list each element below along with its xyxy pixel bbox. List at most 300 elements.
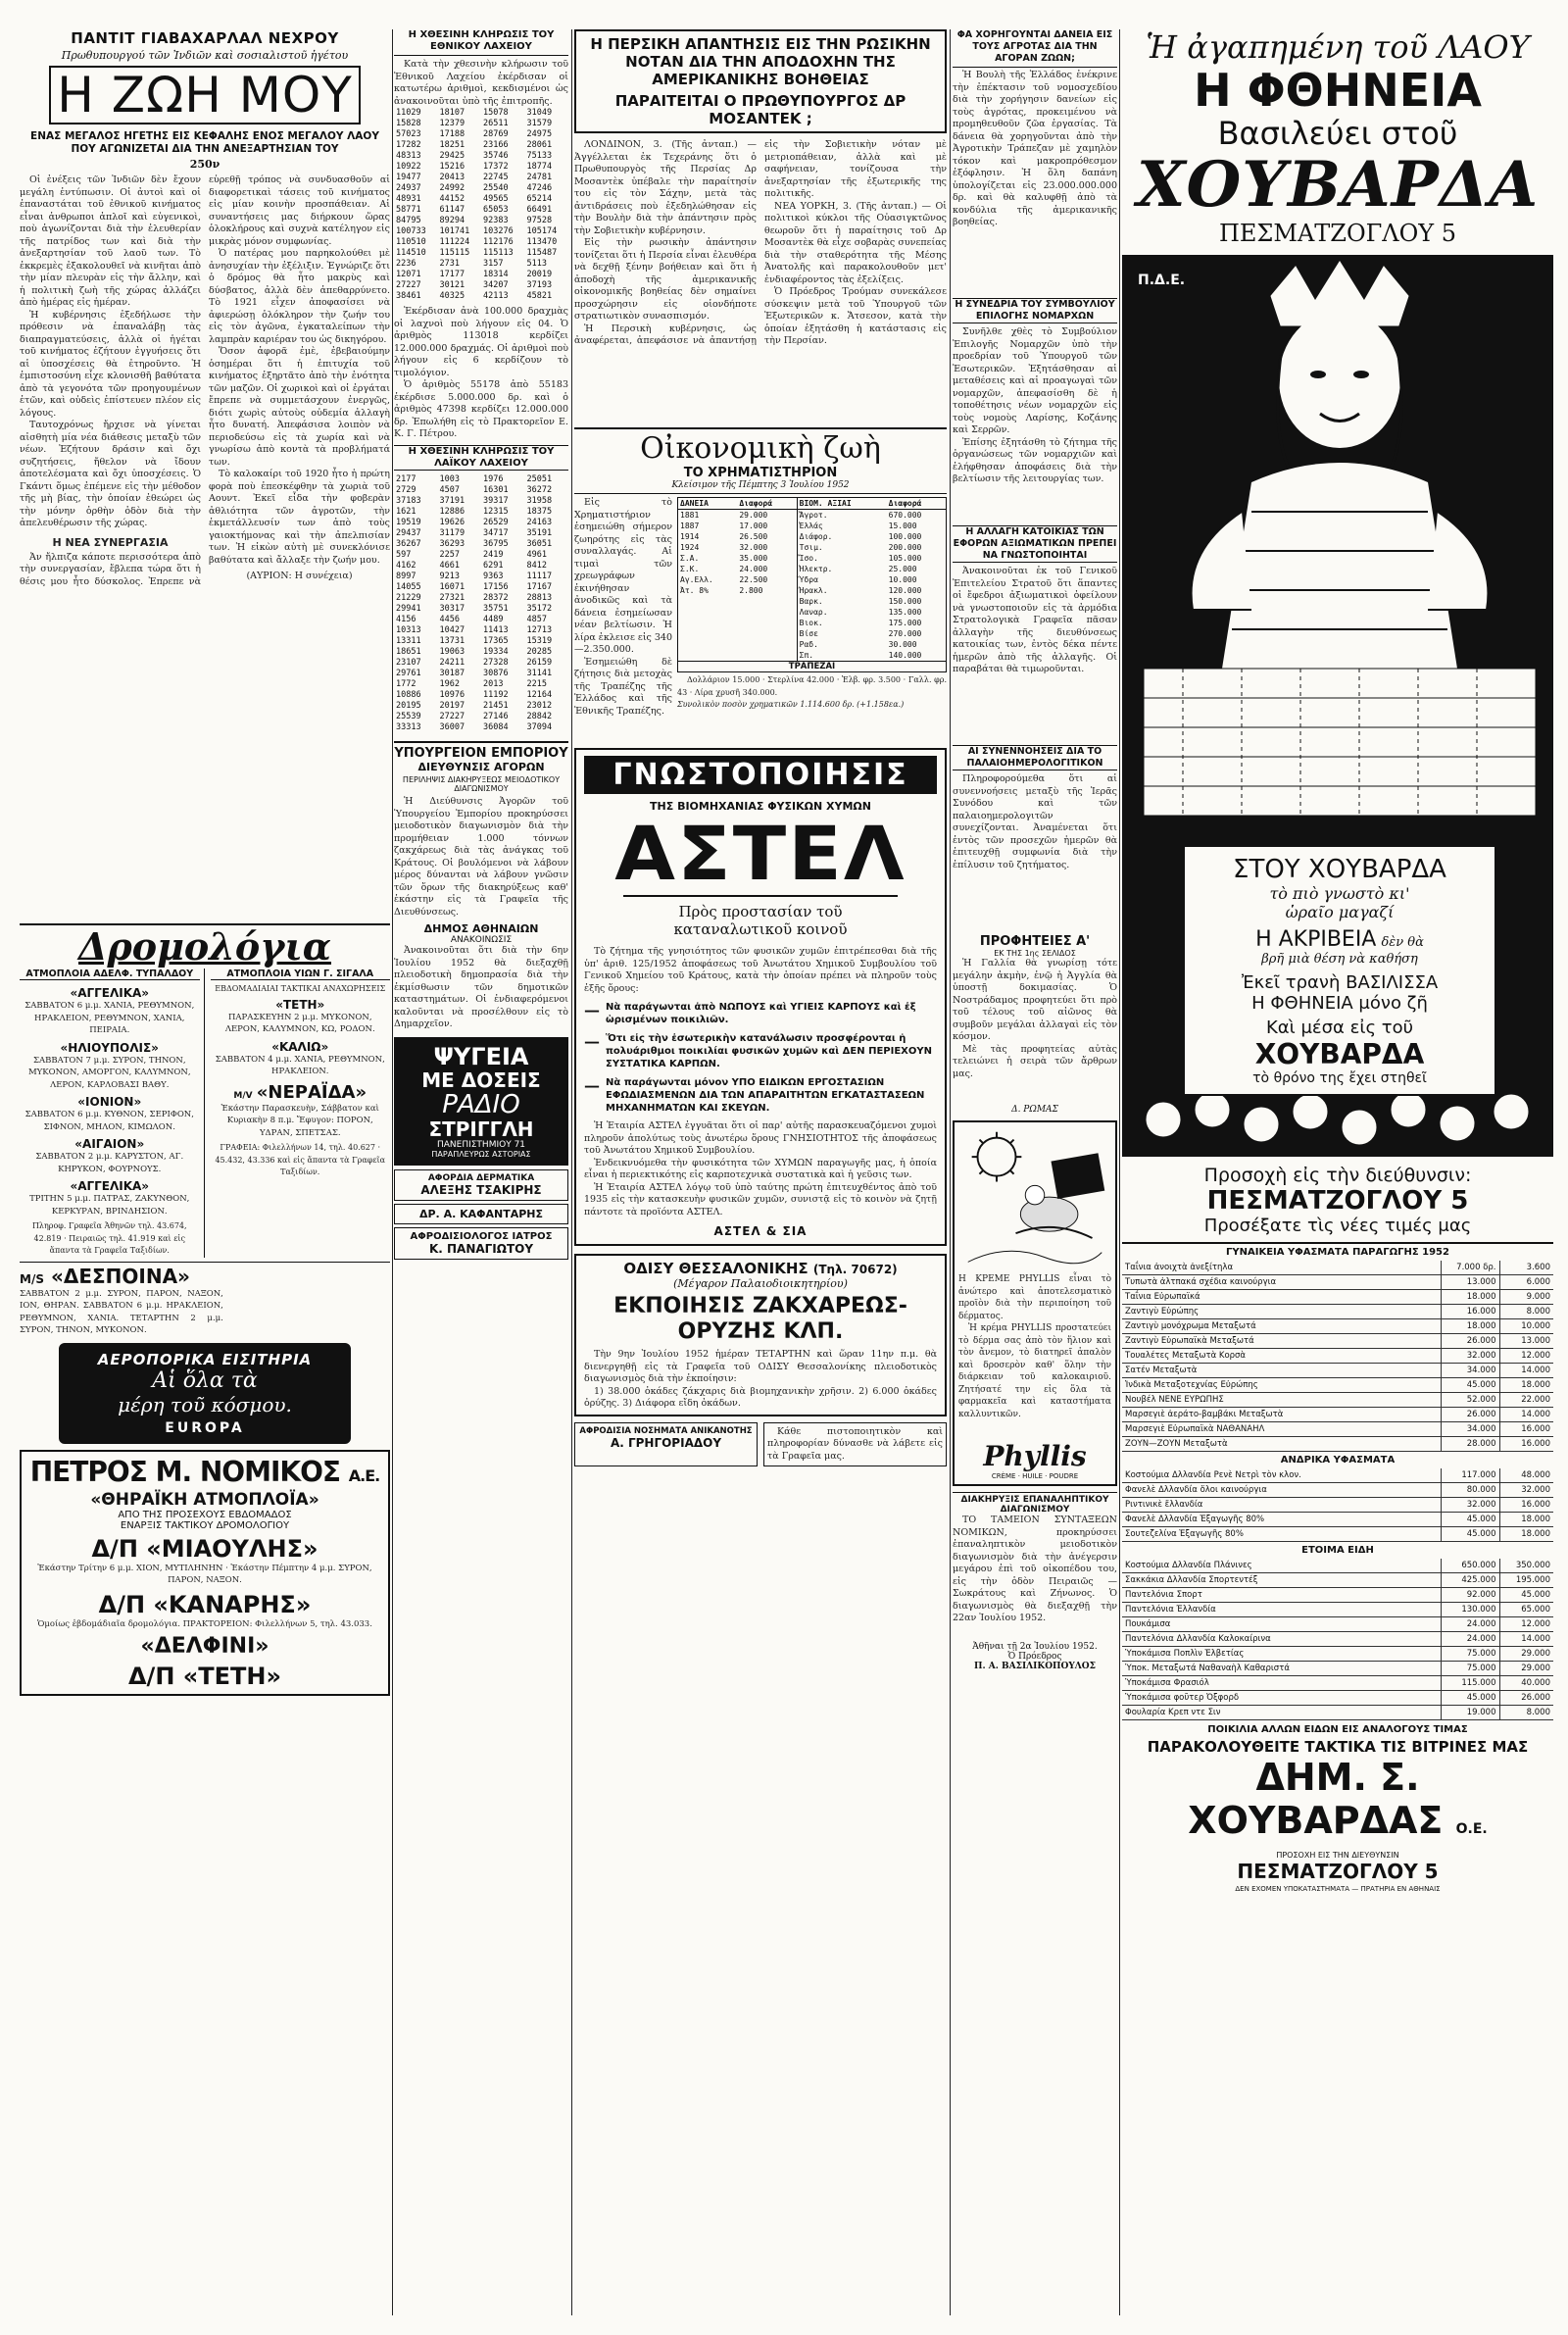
odisi-hq: (Μέγαρον Παλαιοδιοικητηρίου) <box>673 1277 848 1290</box>
stock-cell: 30.000 <box>888 640 917 649</box>
stock-cell: Αγ.Ελλ. <box>680 575 713 584</box>
stock-cell: Βαρκ. <box>797 596 886 607</box>
attention-line: Προσοχὴ εἰς τὴν διεύθυνσιν: <box>1203 1165 1472 1186</box>
stock-row <box>678 542 947 553</box>
economy-date: Κλείσιμον τῆς Πέμπτης 3 Ἰουλίου 1952 <box>671 480 850 490</box>
despoina-block: Μ/S «ΔΕΣΠΟΙΝΑ» ΣΑΒΒΑΤΟΝ 2 μ.μ. ΣΥΡΟΝ, ΠΑΡΟΝ, ΝΑΞΟΝ, ΙΟΝ, ΘΗΡΑΝ. ΣΑΒΒΑΤΟΝ 6 μ.μ. ΗΡΑΚΛΕΙΟΝ, ΡΕΘΥΜΝΟΝ, ΧΑΝΙΑ. ΤΕΤΑΡΤΗΝ 2 μ.μ. ΣΥΡΟΝ, ΤΗΝΟΝ, ΜΥΚΟΝΟΝ. <box>20 1262 390 1337</box>
stock-row <box>678 553 947 564</box>
stock-cell <box>678 596 738 607</box>
stock-cell: Τσιμ. <box>797 542 886 553</box>
stock-cell: 29.000 <box>739 511 768 520</box>
phyllis-illustration <box>958 1126 1111 1273</box>
column-news <box>574 29 947 2315</box>
phyllis-tag: CRÈME · HUILE · POUDRE <box>991 1472 1079 1480</box>
price-row <box>1122 1468 1553 1483</box>
fridge-ad-line3: ΡΑΔΙΟ <box>442 1089 520 1119</box>
stock-row <box>678 596 947 607</box>
dromologia-section <box>20 923 390 1337</box>
astel-industry: ΤΗΣ ΒΙΟΜΗΧΑΝΙΑΣ ΦΥΣΙΚΩΝ ΧΥΜΩΝ <box>650 800 871 813</box>
box-line: ΧΟΥΒΑΡΔΑ <box>1254 1038 1425 1070</box>
price-row <box>1122 1334 1553 1349</box>
nomikos-ship: «ΔΕΛΦΙΝΙ» <box>140 1634 270 1659</box>
tameion-title: ΔΙΑΚΗΡΥΞΙΣ ΕΠΑΝΑΛΗΠΤΙΚΟΥ ΔΙΑΓΩΝΙΣΜΟΥ <box>953 1492 1117 1515</box>
box-line: βρῆ μιὰ θέση νὰ καθήση <box>1261 952 1418 967</box>
price-value: 28.000 <box>1441 1437 1499 1452</box>
announcement: ΑΝΑΚΟΙΝΩΣΙΣ <box>450 935 513 945</box>
col-head: Διαφορά <box>888 499 922 508</box>
stock-cell: Σ.Κ. <box>680 565 700 573</box>
meetings-title: ΑΙ ΣΥΝΕΝΝΟΗΣΕΙΣ ΔΙΑ ΤΟ ΠΑΛΑΙΟΗΜΕΡΟΛΟΓΙΤΙΚΟΝ <box>953 745 1117 770</box>
stock-cell: Ἠλεκτρ. <box>797 564 886 574</box>
dromologia-heading: Δρομολόγια <box>78 924 331 969</box>
price-row <box>1122 1408 1553 1422</box>
air-ad-brand: EUROPA <box>165 1419 245 1436</box>
ship-name: Μ/V «ΝΕΡΑΪΔΑ» <box>233 1081 368 1103</box>
price-value: 80.000 <box>1441 1483 1499 1498</box>
price-item: Φανελὲ Δλλανδία Ἑξαγωγῆς 80% <box>1122 1513 1441 1527</box>
price-value: 19.000 <box>1441 1706 1499 1720</box>
dromologia-left: ΑΤΜΟΠΛΟΙΑ ΑΔΕΛΦ. ΤΥΠΑΛΔΟΥ «ΑΓΓΕΛΙΚΑ» ΣΑΒΒΑΤΟΝ 6 μ.μ. ΧΑΝΙΑ, ΡΕΘΥΜΝΟΝ, ΗΡΑΚΛΕΙΟΝ, ΡΕΘΥΜΝΟΝ, ΧΑΝΙΑ, ΠΕΙΡΑΙΑ. «ΗΛΙΟΥΠΟΛΙΣ» ΣΑΒΒΑΤΟΝ 7 μ.μ. ΣΥΡΟΝ, ΤΗΝΟΝ, ΜΥΚΟΝΟΝ, ΑΜΟΡΓΟΝ, ΚΑΛΥΜΝΟΝ, ΛΕΡΟΝ, ΚΑΡΛΟΒΑΣΙ ΒΑΘΥ. «ΙΟΝΙΟΝ» ΣΑΒΒΑΤΟΝ 6 μ.μ. ΚΥΘΝΟΝ, ΣΕΡΙΦΟΝ, ΣΙΦΝΟΝ, ΜΗΛΟΝ, ΚΙΜΩΛΟΝ. «ΑΙΓΑΙΟΝ» ΣΑΒΒΑΤΟΝ 2 μ.μ. ΚΑΡΥΣΤΟΝ, ΑΓ. ΚΗΡΥΚΟΝ, ΦΟΥΡΝΟΥΣ. «ΑΓΓΕΛΙΚΑ» ΤΡΙΤΗΝ 5 μ.μ. ΠΑΤΡΑΣ, ΖΑΚΥΝΘΟΝ, ΚΕΡΚΥΡΑΝ, ΒΡΙΝΔΗΣΙΟΝ. Πληροφ. Γραφεῖα Ἀθηνῶν τηλ. 43.674, 42.819 · Πειραιῶς τηλ. 41.919 καὶ εἰς ἅπαντα τὰ Γραφεῖα Ταξιδίων. <box>20 969 205 1258</box>
footer-note: ΔΕΝ ΕΧΟΜΕΝ ΥΠΟΚΑΤΑΣΤΗΜΑΤΑ — ΠΡΑΤΗΡΙΑ ΕΝ ΑΘΗΝΑΙΣ <box>1235 1885 1441 1893</box>
price-value: 32.000 <box>1499 1483 1553 1498</box>
price-value: 195.000 <box>1499 1573 1553 1588</box>
stock-cell <box>737 618 797 628</box>
astel-tagline2: καταναλωτικοῦ κοινοῦ <box>673 920 848 938</box>
stock-cell: Ἄγροτ. <box>797 510 886 522</box>
price-value: 10.000 <box>1499 1319 1553 1334</box>
price-value: 48.000 <box>1499 1468 1553 1483</box>
astel-tagline1: Πρὸς προστασίαν τοῦ <box>678 903 843 920</box>
box-line: Η ΦΘΗΝΕΙΑ μόνο ζῆ <box>1251 993 1428 1014</box>
price-item: Ἰνδικὰ Μεταξοτεχνίας Εὐρώπης <box>1122 1378 1441 1393</box>
price-value: 18.000 <box>1499 1527 1553 1542</box>
price-value: 18.000 <box>1441 1290 1499 1305</box>
phyllis-ad: Η ΚΡΕΜΕ PHYLLIS εἶναι τὸ ἀνώτερο καὶ ἀποτελεσματικὸ προϊὸν διὰ τὴν περιποίηση τοῦ δέρματος. Ἡ κρέμα PHYLLIS προστατεύει τὸ δέρμα σας ἀπὸ τὸν ἥλιον καὶ τὸν ἄνεμον, τὸ διατηρεῖ ἁπαλὸν καὶ δροσερὸν καθ' ὅλην τὴν διάρκειαν τοῦ καλοκαιριοῦ. Ζητήσατέ την εἰς ὅλα τὰ φαρμακεῖα καὶ καταστήματα καλλυντικῶν. Phyllis CRÈME · HUILE · POUDRE <box>953 1120 1117 1486</box>
price-value: 45.000 <box>1441 1378 1499 1393</box>
price-value: 18.000 <box>1499 1378 1553 1393</box>
fridge-ad-line6: ΠΑΡΑΠΛΕΥΡΩΣ ΑΣΤΟΡΙΑΣ <box>431 1149 531 1159</box>
price-value: 26.000 <box>1499 1691 1553 1706</box>
nomikos-ad: ΠΕΤΡΟΣ Μ. ΝΟΜΙΚΟΣ Α.Ε. «ΘΗΡΑΪΚΗ ΑΤΜΟΠΛΟΪΑ» ΑΠΟ ΤΗΣ ΠΡΟΣΕΧΟΥΣ ΕΒΔΟΜΑΔΟΣ ΕΝΑΡΞΙΣ ΤΑΚΤΙΚΟΥ ΔΡΟΜΟΛΟΓΙΟΥ Δ/Π «ΜΙΑΟΥΛΗΣ» Ἐκάστην Τρίτην 6 μ.μ. ΧΙΟΝ, ΜΥΤΙΛΗΝΗΝ · Ἐκάστην Πέμπτην 4 μ.μ. ΣΥΡΟΝ, ΠΑΡΟΝ, ΝΑΞΟΝ. Δ/Π «ΚΑΝΑΡΗΣ» Ὁμοίως ἑβδομάδιαῖα δρομολόγια. ΠΡΑΚΤΟΡΕΙΟΝ: Φιλελλήνων 5, τηλ. 43.033. «ΔΕΛΦΙΝΙ» Δ/Π «ΤΕΤΗ» <box>20 1450 390 1697</box>
memoir-section: Η ΝΕΑ ΣΥΝΕΡΓΑΣΙΑ <box>52 535 169 549</box>
company-address: ΠΕΣΜΑΤΖΟΓΛΟΥ 5 <box>1237 1860 1439 1883</box>
commerce-kicker: ΠΕΡΙΛΗΨΙΣ ΔΙΑΚΗΡΥΞΕΩΣ ΜΕΙΟΔΟΤΙΚΟΥ ΔΙΑΓΩΝΙΣΜΟΥ <box>402 775 561 793</box>
astel-bullets: — Νὰ παράγωνται ἀπὸ ΝΩΠΟΥΣ καὶ ΥΓΙΕΙΣ ΚΑΡΠΟΥΣ καὶ ἐξ ὡρισμένων ποικιλιῶν. — Ὅτι εἰς τὴν ἐσωτερικὴν κατανάλωσιν προσφέρονται ἡ πολυάριθμοι ποικιλίαι φυσικῶν χυμῶν καὶ ΔΕΝ ΠΕΡΙΕΧΟΥΝ ΣΥΣΤΑΤΙΚΑ ΚΑΡΠΩΝ. — Νὰ παράγωνται μόνον ΥΠΟ ΕΙΔΙΚΩΝ ΕΡΓΟΣΤΑΣΙΩΝ ΕΦΩΔΙΑΣΜΕΝΩΝ ΔΙΑ ΤΩΝ ΑΠΑΡΑΙΤΗΤΩΝ ΕΓΚΑΤΑΣΤΑΣΕΩΝ ΜΗΧΑΝΗΜΑΤΩΝ ΚΑΙ ΣΚΕΥΩΝ. <box>584 1001 937 1115</box>
fthonia-line2: Η ΦΘΗΝΕΙΑ <box>1194 64 1482 117</box>
small-ad-name: Α. ΓΡΗΓΟΡΙΑΔΟΥ <box>610 1435 722 1450</box>
price-row <box>1122 1632 1553 1647</box>
stock-cell <box>678 650 738 662</box>
price-value: 14.000 <box>1499 1632 1553 1647</box>
price-row <box>1122 1364 1553 1378</box>
prophecies-sub: ΕΚ ΤΗΣ 1ης ΣΕΛΙΔΟΣ <box>994 949 1076 958</box>
air-ad-line2: Αἱ ὅλα τὰ <box>152 1367 258 1393</box>
price-value: 65.000 <box>1499 1603 1553 1617</box>
price-value: 34.000 <box>1441 1364 1499 1378</box>
stock-cell: 1887 <box>680 522 700 530</box>
price-item: Ζαντιγὺ Εὐρώπης <box>1122 1305 1441 1319</box>
stock-row <box>678 585 947 596</box>
cooperatives-title: Η ΣΥΝΕΔΡΙΑ ΤΟΥ ΣΥΜΒΟΥΛΙΟΥ ΕΠΙΛΟΓΗΣ ΝΟΜΑΡΧΩΝ <box>953 298 1117 323</box>
price-value: 117.000 <box>1441 1468 1499 1483</box>
price-item: Παντελόνια Σπορτ <box>1122 1588 1441 1603</box>
lottery-numbers: 11029 18107 15078 31049 15828 12379 26511 31579 57023 17188 28769 24975 17282 18251 23166 28061 48313 29425 35746 75133 10922 15216 17372 18774 19477 20413 22745 24781 24937 24992 25540 47246 48931 44152 49565 65214 58771 61147 65053 66491 84795 89294 92383 97528 100733 101741 103276 105174 110510 111224 112176 113470 114510 115115 115113 115487 2236 2731 3157 5113 12071 17177 18314 20019 27227 30121 34207 37193 38461 40325 42113 45821 Ἐκέρδισαν ἀνὰ 100.000 δραχμὰς οἱ λαχνοὶ ποὺ λήγουν εἰς 04. Ὁ ἀριθμὸς 113018 κερδίζει 12.000.000 δραχμάς. Οἱ ἀριθμοὶ ποὺ λήγουν εἰς 6 κερδίζουν τὸ τιμολόγιον. Ὁ ἀριθμὸς 55178 ἀπὸ 55183 ἐκέρδισε 5.000.000 δρ. καὶ ὁ ἀριθμὸς 47398 κερδίζει 12.000.000 δρ. Ἐπωλήθη εἰς τὸ Πρακτορεῖον Ε. Κ. Γ. Πέτρου. Η ΧΘΕΣΙΝΗ ΚΛΗΡΩΣΙΣ ΤΟΥ ΛΑΪΚΟΥ ΛΑΧΕΙΟΥ 2177 1003 1976 25051 2729 4507 16301 36272 37183 37191 39317 31958 1621 12886 12315 18375 19519 19626 26529 24163 29437 31179 34717 35191 36267 36293 36795 36051 597 2257 2419 4961 4162 4661 6291 8412 8997 9213 9363 11117 14055 16071 17156 17167 21229 27321 28372 28813 29941 30317 35751 35172 4156 4456 4489 4857 10313 10427 11413 12713 13311 13731 17365 15319 18651 19063 19334 20285 23107 24211 27328 26159 29761 30187 30876 31141 1772 1962 2013 2215 10886 10976 11192 12164 20195 20197 21451 23012 25539 27227 27146 28842 33313 36007 36084 37094 <box>394 108 568 732</box>
stock-cell: 25.000 <box>888 565 917 573</box>
stock-cell: 105.000 <box>888 554 922 563</box>
air-ad-line1: ΑΕΡΟΠΟΡΙΚΑ ΕΙΣΙΤΗΡΙΑ <box>97 1350 313 1368</box>
stock-cell: 100.000 <box>888 532 922 541</box>
price-row <box>1122 1319 1553 1334</box>
price-value: 6.000 <box>1499 1275 1553 1290</box>
price-item: Σουτεζελίνα Ἑξαγωγῆς 80% <box>1122 1527 1441 1542</box>
stock-cell: 1924 <box>680 543 700 552</box>
ship-name: «ΑΓΓΕΛΙΚΑ» <box>70 1179 150 1193</box>
price-value: 12.000 <box>1499 1617 1553 1632</box>
stock-cell <box>737 628 797 639</box>
price-item: Τυπωτὰ ἀλτπακά σχέδια καινούργια <box>1122 1275 1441 1290</box>
astel-brand: ΑΣΤΕΛ <box>614 810 906 897</box>
price-row <box>1122 1422 1553 1437</box>
fridge-ad <box>394 1037 568 1166</box>
stock-cell: 200.000 <box>888 543 922 552</box>
ready-price-table <box>1122 1559 1553 1720</box>
box-line: Καὶ μέσα εἰς τοῦ <box>1265 1018 1414 1038</box>
price-value: 13.000 <box>1441 1275 1499 1290</box>
price-row <box>1122 1349 1553 1364</box>
women-price-table <box>1122 1261 1553 1452</box>
price-value: 45.000 <box>1499 1588 1553 1603</box>
ready-title: ΕΤΟΙΜΑ ΕΙΔΗ <box>1301 1545 1374 1556</box>
price-value: 26.000 <box>1441 1334 1499 1349</box>
price-value: 115.000 <box>1441 1676 1499 1691</box>
attention-address: ΠΕΣΜΑΤΖΟΓΛΟΥ 5 <box>1206 1186 1469 1216</box>
price-row <box>1122 1603 1553 1617</box>
price-item: Πουκάμισα <box>1122 1617 1441 1632</box>
stock-cell: Ἑλλάς <box>797 521 886 531</box>
stock-cell: 135.000 <box>888 608 922 617</box>
men-price-table <box>1122 1468 1553 1542</box>
box-line: Ἐκεῖ τρανὴ ΒΑΣΙΛΙΣΣΑ <box>1241 972 1439 993</box>
stock-cell: 270.000 <box>888 629 922 638</box>
price-value: 75.000 <box>1441 1662 1499 1676</box>
price-row <box>1122 1275 1553 1290</box>
stock-cell: 1881 <box>680 511 700 520</box>
price-item: Φανελὲ Δλλανδία ὅλοι καινούργια <box>1122 1483 1441 1498</box>
lottery-title-2: Η ΧΘΕΣΙΝΗ ΚΛΗΡΩΣΙΣ ΤΟΥ ΛΑΪΚΟΥ ΛΑΧΕΙΟΥ <box>394 445 568 471</box>
col-head: ΔΑΝΕΙΑ <box>680 499 709 508</box>
men-title: ΑΝΔΡΙΚΑ ΥΦΑΣΜΑΤΑ <box>1280 1455 1396 1466</box>
commerce-subtitle: ΔΙΕΥΘΥΝΣΙΣ ΑΓΟΡΩΝ <box>417 761 545 773</box>
price-item: Ὑποκάμισα φοῦτερ Ὀξφορδ <box>1122 1691 1441 1706</box>
astel-notices: ΓΝΩΣΤΟΠΟΙΗΣΙΣ <box>584 756 937 794</box>
price-item: Σακκάκια Δλλανδία Σπορτεντέξ <box>1122 1573 1441 1588</box>
stock-cell: 10.000 <box>888 575 917 584</box>
stock-cell: 15.000 <box>888 522 917 530</box>
municipality: ΔΗΜΟΣ ΑΘΗΝΑΙΩΝ <box>423 922 539 935</box>
price-value: 9.000 <box>1499 1290 1553 1305</box>
box-line: Η ΑΚΡΙΒΕΙΑ <box>1255 927 1377 952</box>
stock-cell <box>678 618 738 628</box>
stock-cell: Ἴσο. <box>797 553 886 564</box>
astel-bullet: Ὅτι εἰς τὴν ἐσωτερικὴν κατανάλωσιν προσφέρονται ἡ πολυάριθμοι ποικιλίαι φυσικῶν χυμῶν καὶ ΔΕΝ ΠΕΡΙΕΧΟΥΝ ΣΥΣΤΑΤΙΚΑ ΚΑΡΠΩΝ. <box>606 1033 932 1069</box>
nomikos-ship: Δ/Π «ΚΑΝΑΡΗΣ» <box>98 1590 312 1618</box>
price-row <box>1122 1676 1553 1691</box>
box-line: ὡραῖο μαγαζί <box>1285 903 1395 921</box>
price-row <box>1122 1498 1553 1513</box>
persia-headline-box <box>574 29 947 133</box>
lottery-title: Η ΧΘΕΣΙΝΗ ΚΛΗΡΩΣΙΣ ΤΟΥ ΕΘΝΙΚΟΥ ΛΑΧΕΙΟΥ <box>394 29 568 56</box>
price-value: 29.000 <box>1499 1662 1553 1676</box>
stock-cell: 17.000 <box>739 522 768 530</box>
price-value: 8.000 <box>1499 1305 1553 1319</box>
price-value: 34.000 <box>1441 1422 1499 1437</box>
ship-name: «ΤΕΤΗ» <box>275 997 325 1012</box>
stock-cell: 2.800 <box>739 586 763 595</box>
nomikos-ship: Δ/Π «ΤΕΤΗ» <box>127 1663 281 1690</box>
ship-name: «ΚΑΛΙΩ» <box>271 1039 329 1054</box>
price-item: Ζαντιγὺ μονόχρωμα Μεταξωτά <box>1122 1319 1441 1334</box>
stock-row <box>678 607 947 618</box>
price-value: 18.000 <box>1441 1319 1499 1334</box>
price-value: 425.000 <box>1441 1573 1499 1588</box>
price-value: 350.000 <box>1499 1559 1553 1573</box>
beach-figure-icon <box>958 1126 1111 1273</box>
stock-row <box>678 510 947 522</box>
price-value: 18.000 <box>1499 1513 1553 1527</box>
stock-row <box>678 521 947 531</box>
price-value: 8.000 <box>1499 1706 1553 1720</box>
price-value: 16.000 <box>1441 1305 1499 1319</box>
price-item: Ὑποκάμισα Ποπλὶν Ἑλβετίας <box>1122 1647 1441 1662</box>
stock-row <box>678 639 947 650</box>
price-item: Μαρσεγιὲ Εὐρωπαϊκὰ ΝΑΘΑΝΑΗΛ <box>1122 1422 1441 1437</box>
ship-name: «ΑΓΓΕΛΙΚΑ» <box>70 986 150 1000</box>
small-ad-grigoriadou <box>574 1422 758 1467</box>
shop-message-box <box>1183 845 1496 1096</box>
stock-cell: 35.000 <box>739 554 768 563</box>
price-item: Ζαντιγὺ Εὐρωπαϊκὰ Μεταξωτά <box>1122 1334 1441 1349</box>
tameion-sign2: Π. Α. ΒΑΣΙΛΙΚΟΠΟΥΛΟΣ <box>974 1662 1096 1671</box>
fthonia-line5: ΠΕΣΜΑΤΖΟΓΛΟΥ 5 <box>1218 220 1457 247</box>
phyllis-brand: Phyllis <box>983 1440 1087 1472</box>
stock-cell: Ραδ. <box>797 639 886 650</box>
price-value: 130.000 <box>1441 1603 1499 1617</box>
economy-title: Οἰκονομικὴ ζωὴ <box>640 431 881 466</box>
price-value: 75.000 <box>1441 1647 1499 1662</box>
col-head: Διαφορά <box>739 499 773 508</box>
small-ad-title: ΔΡ. Α. ΚΑΦΑΝΤΑΡΗΣ <box>418 1207 543 1220</box>
ship-name: «ΑΙΓΑΙΟΝ» <box>74 1137 145 1151</box>
phyllis-text: Η ΚΡΕΜΕ PHYLLIS εἶναι τὸ ἀνώτερο καὶ ἀποτελεσματικὸ προϊὸν διὰ τὴν περιποίηση τοῦ δέρματος. <box>958 1274 1111 1321</box>
stock-cell: 1914 <box>680 532 700 541</box>
fridge-ad-line4: ΣΤΡΙΓΓΛΗ <box>428 1117 534 1141</box>
price-row <box>1122 1290 1553 1305</box>
price-value: 29.000 <box>1499 1647 1553 1662</box>
stock-cell: 150.000 <box>888 597 922 606</box>
stock-cell: 120.000 <box>888 586 922 595</box>
price-row <box>1122 1378 1553 1393</box>
farm-loans-title: ΦΑ ΧΟΡΗΓΟΥΝΤΑΙ ΔΑΝΕΙΑ ΕΙΣ ΤΟΥΣ ΑΓΡΟΤΑΣ ΔΙΑ ΤΗΝ ΑΓΟΡΑΝ ΖΩΩΝ; <box>953 29 1117 68</box>
fridge-ad-line2: ΜΕ ΔΟΣΕΙΣ <box>421 1068 541 1092</box>
memoir-lead: ΕΝΑΣ ΜΕΓΑΛΟΣ ΗΓΕΤΗΣ ΕΙΣ ΚΕΦΑΛΗΣ ΕΝΟΣ ΜΕΓΑΛΟΥ ΛΑΟΥ ΠΟΥ ΑΓΩΝΙΖΕΤΑΙ ΔΙΑ ΤΗΝ ΑΝΕΞΑΡΤΗΣΙΑΝ ΤΟΥ <box>30 130 379 155</box>
attention-note: Προσέξατε τὶς νέες τιμές μας <box>1203 1216 1472 1236</box>
queen-label: Π.Δ.Ε. <box>1138 273 1186 288</box>
stock-cell: Βίσε <box>797 628 886 639</box>
ship-name: «ΙΟΝΙΟΝ» <box>77 1095 142 1109</box>
price-value: 24.000 <box>1441 1632 1499 1647</box>
price-row <box>1122 1513 1553 1527</box>
price-value: 14.000 <box>1499 1408 1553 1422</box>
price-item: Νουβέλ ΝΕΝΕ ΕΥΡΩΠΗΣ <box>1122 1393 1441 1408</box>
stock-cell: 140.000 <box>888 651 922 660</box>
column-misc-news: ΦΑ ΧΟΡΗΓΟΥΝΤΑΙ ΔΑΝΕΙΑ ΕΙΣ ΤΟΥΣ ΑΓΡΟΤΑΣ ΔΙΑ ΤΗΝ ΑΓΟΡΑΝ ΖΩΩΝ; Ἡ Βουλὴ τῆς Ἑλλάδος ἐνέκρινε τὴν ἐπέκτασιν τοῦ νομοσχεδίου διὰ τὴν χορήγησιν δανείων εἰς τοὺς ἀγρότας, προκειμένου νὰ προμηθευθοῦν ζῶα ἐργασίας. Τὰ δάνεια θὰ χορηγοῦνται ἀπὸ τὴν Ἀγροτικὴν Τράπεζαν μὲ χαμηλὸν τόκον καὶ μακροπρόθεσμον ἐξόφλησιν. Ἡ ὅλη δαπάνη ὑπολογίζεται εἰς 23.000.000.000 δρ. καὶ θὰ καλυφθῇ ἀπὸ τὰ κονδύλια τῆς ἀμερικανικῆς βοηθείας. Η ΣΥΝΕΔΡΙΑ ΤΟΥ ΣΥΜΒΟΥΛΙΟΥ ΕΠΙΛΟΓΗΣ ΝΟΜΑΡΧΩΝ Συνῆλθε χθὲς τὸ Συμβούλιον Ἐπιλογῆς Νομαρχῶν ὑπὸ τὴν προεδρίαν τοῦ Ὑπουργοῦ τῶν Ἐσωτερικῶν. Ἐξητάσθησαν αἱ μεταθέσεις καὶ αἱ προαγωγαὶ τῶν νομαρχῶν, ἀπεφασίσθη δὲ ἡ τοποθέτησις νέων νομαρχῶν εἰς τοὺς νομοὺς Λαρίσης, Κοζάνης καὶ Σερρῶν. Ἐπίσης ἐξητάσθη τὸ ζήτημα τῆς ὀργανώσεως τῶν νομαρχιῶν καὶ ἐλήφθησαν ἀποφάσεις διὰ τὴν βελτίωσιν τῆς λειτουργίας των. Η ΑΛΛΑΓΗ ΚΑΤΟΙΚΙΑΣ ΤΩΝ ΕΦΟΡΩΝ ΑΞΙΩΜΑΤΙΚΩΝ ΠΡΕΠΕΙ ΝΑ ΓΝΩΣΤΟΠΟΙΗΤΑΙ Ἀνακοινοῦται ἐκ τοῦ Γενικοῦ Ἐπιτελείου Στρατοῦ ὅτι ἅπαντες οἱ ἔφεδροι ἀξιωματικοὶ ὀφείλουν νὰ γνωστοποιοῦν εἰς τὰ ἀρμόδια Στρατολογικὰ Γραφεῖα πᾶσαν ἀλλαγὴν τῆς διευθύνσεως κατοικίας των, ἐντὸς δέκα πέντε ἡμερῶν ἀπὸ τῆς ἀλλαγῆς. Οἱ παραβάται θὰ τιμωροῦνται. ΑΙ ΣΥΝΕΝΝΟΗΣΕΙΣ ΔΙΑ ΤΟ ΠΑΛΑΙΟΗΜΕΡΟΛΟΓΙΤΙΚΟΝ Πληροφορούμεθα ὅτι αἱ συνεννοήσεις μεταξὺ τῆς Ἱερᾶς Συνόδου καὶ τῶν παλαιοημερολογιτῶν συνεχίζονται. Ἀναμένεται ὅτι ἐντὸς τῶν προσεχῶν ἡμερῶν θὰ ἐπιτευχθῇ συμφωνία διὰ τὴν ἐπίλυσιν τοῦ ζητήματος. ΠΡΟΦΗΤΕΙΕΣ Α' ΕΚ ΤΗΣ 1ης ΣΕΛΙΔΟΣ Ἡ Γαλλία θὰ γνωρίσῃ τότε μεγάλην ἀκμὴν, ἐνῷ ἡ Ἀγγλία θὰ ὑποστῇ δοκιμασίας. Ὁ Νοστράδαμος προφητεύει ὅτι πρὸ τοῦ τέλους τοῦ αἰῶνος θὰ συμβοῦν μεγάλαι ἀλλαγαὶ εἰς τὸν κόσμον. Μὲ τὰς προφητείας αὐτὰς τελειώνει ἡ σειρὰ τῶν ἄρθρων μας. Δ. ΡΩΜΑΣ Η ΚΡΕΜΕ PHYLLIS εἶναι τὸ ἀνώτερο καὶ ἀποτελεσματικὸ προϊὸν διὰ τὴν περιποίηση τοῦ δέρματος. Ἡ κρέμα PHYLLIS προστατεύει τὸ δέρμα σας ἀπὸ τὸν ἥλιον καὶ τὸν ἄνεμον, τὸ διατηρεῖ ἁπαλὸν καὶ δροσερὸν καθ' ὅλην τὴν διάρκειαν τοῦ καλοκαιριοῦ. Ζητήσατέ την εἰς ὅλα τὰ φαρμακεῖα καὶ καταστήματα καλλυντικῶν. Phyllis CRÈME · HUILE · POUDRE ΔΙΑΚΗΡΥΞΙΣ ΕΠΑΝΑΛΗΠΤΙΚΟΥ ΔΙΑΓΩΝΙΣΜΟΥ ΤΟ ΤΑΜΕΙΟΝ ΣΥΝΤΑΞΕΩΝ ΝΟΜΙΚΩΝ, προκηρύσσει ἐπαναληπτικὸν μειοδοτικὸν διαγωνισμὸν διὰ τὴν ἀνέγερσιν μεγάρου ἐπὶ τοῦ οἰκοπέδου του, εἰς τὴν ὁδὸν Πειραιῶς — Σωκράτους καὶ Ζήνωνος. Ὁ διαγωνισμὸς θὰ διεξαχθῇ τὴν 22αν Ἰουλίου 1952. Ἀθῆναι τῇ 2α Ἰουλίου 1952. Ὁ Πρόεδρος Π. Α. ΒΑΣΙΛΙΚΟΠΟΥΛΟΣ <box>953 29 1117 1671</box>
nomikos-line2: ΕΝΑΡΞΙΣ ΤΑΚΤΙΚΟΥ ΔΡΟΜΟΛΟΓΙΟΥ <box>120 1519 290 1531</box>
stock-cell: 670.000 <box>888 511 922 520</box>
follow-note: ΠΑΡΑΚΟΛΟΥΘΕΙΤΕ ΤΑΚΤΙΚΑ ΤΙΣ ΒΙΤΡΙΝΕΣ ΜΑΣ <box>1147 1738 1529 1756</box>
price-row <box>1122 1559 1553 1573</box>
price-item: Κοστούμια Δλλανδία Πλάνινες <box>1122 1559 1441 1573</box>
price-value: 40.000 <box>1499 1676 1553 1691</box>
stock-cell <box>678 607 738 618</box>
price-item: ΖΟΥΝ—ΖΟΥΝ Μεταξωτὰ <box>1122 1437 1441 1452</box>
air-tickets-ad <box>59 1343 351 1444</box>
queen-illustration-panel <box>1122 255 1553 1157</box>
column-memoir <box>20 29 390 2315</box>
stock-cell: 32.000 <box>739 543 768 552</box>
dromologia-right: ΑΤΜΟΠΛΟΙΑ ΥΙΩΝ Γ. ΣΙΓΑΛΑ ΕΒΔΟΜΑΔΙΑΙΑΙ ΤΑΚΤΙΚΑΙ ΑΝΑΧΩΡΗΣΕΙΣ «ΤΕΤΗ» ΠΑΡΑΣΚΕΥΗΝ 2 μ.μ. ΜΥΚΟΝΟΝ, ΛΕΡΟΝ, ΚΑΛΥΜΝΟΝ, ΚΩ, ΡΟΔΟΝ. «ΚΑΛΙΩ» ΣΑΒΒΑΤΟΝ 4 μ.μ. ΧΑΝΙΑ, ΡΕΘΥΜΝΟΝ, ΗΡΑΚΛΕΙΟΝ. Μ/V «ΝΕΡΑΪΔΑ» Ἑκάστην Παρασκευὴν, Σάββατον καὶ Κυριακὴν 8 π.μ. Ἔφυγον: ΠΟΡΟΝ, ΥΔΡΑΝ, ΣΠΕΤΣΑΣ. ΓΡΑΦΕΙΑ: Φιλελλήνων 14, τηλ. 40.627 · 45.432, 43.336 καὶ εἰς ἅπαντα τὰ Γραφεῖα Ταξιδίων. <box>211 969 391 1258</box>
price-row <box>1122 1647 1553 1662</box>
economy-body: Εἰς τὸ Χρηματιστήριον ἐσημειώθη σήμερον ζωηρότης εἰς τὰς συναλλαγάς. Αἱ τιμαὶ τῶν χρεωγράφων ἐκινήθησαν ἀνοδικῶς καὶ τὰ δάνεια ἐσημείωσαν νέαν βελτίωσιν. Ἡ λίρα ἐκλεισε εἰς 340—2.350.000. Ἐσημειώθη δὲ ζήτησις διὰ μετοχὰς τῆς Τραπέζης τῆς Ἑλλάδος καὶ τῆς Ἐθνικῆς Τραπέζης. ΔΑΝΕΙΑ Διαφορά ΒΙΟΜ. ΑΞΙΑΙ Διαφορά 1881 29.000 Ἄγροτ. 670.000 1887 17.000 Ἑλλάς 15.000 1914 26.500 Διάφορ. 100.000 1924 32.000 Τσιμ. 200.000 Σ.Α. 35.000 Ἴσο. 105.000 Σ.Κ. 24.000 Ἠλεκτρ. 25.000 Αγ.Ελλ. 22.500 Ὕδρα 10.000 Ἀτ. 8% 2.800 Ἥρακλ. 120.000 Βαρκ. 150.000 Λαναρ. 135.000 Βιοκ. 175.000 Βίσε 270.000 Ραδ. 30.000 Σπ. 140.000 ΤΡΑΠΕΖΑΙ Δολλάριον 15.000 · Στερλίνα 42.000 · Ἑλβ. φρ. 3.500 · Γαλλ. φρ. 43 · Λίρα χρυσῆ 340.000. Συνολικὸν ποσὸν χρηματικῶν 1.114.600 δρ. (+1.158εα.) <box>574 497 947 717</box>
price-value: 92.000 <box>1441 1588 1499 1603</box>
stock-cell <box>678 628 738 639</box>
box-line: τὸ πιὸ γνωστὸ κι' <box>1269 884 1410 903</box>
commerce-notice: ΥΠΟΥΡΓΕΙΟΝ ΕΜΠΟΡΙΟΥ ΔΙΕΥΘΥΝΣΙΣ ΑΓΟΡΩΝ ΠΕΡΙΛΗΨΙΣ ΔΙΑΚΗΡΥΞΕΩΣ ΜΕΙΟΔΟΤΙΚΟΥ ΔΙΑΓΩΝΙΣΜΟΥ Ἡ Διεύθυνσις Ἀγορῶν τοῦ Ὑπουργείου Ἐμπορίου προκηρύσσει μειοδοτικὸν διαγωνισμὸν διὰ τὴν προμήθειαν 1.000 τόννων ζακχάρεως διὰ τὰς ἀνάγκας τοῦ Κράτους. Οἱ βουλόμενοι νὰ λάβουν μέρος δύνανται νὰ λάβουν γνῶσιν τῶν ὅρων τῆς διακηρύξεως καθ' ἑκάστην εἰς τὰ Γραφεῖα τῆς Διευθύνσεως. ΔΗΜΟΣ ΑΘΗΝΑΙΩΝ ΑΝΑΚΟΙΝΩΣΙΣ Ἀνακοινοῦται ὅτι διὰ τὴν 6ην Ἰουλίου 1952 θὰ διεξαχθῇ πλειοδοτικὴ δημοπρασία διὰ τὴν ἐκμίσθωσιν τῶν δημοτικῶν καταστημάτων. Οἱ ἐνδιαφερόμενοι καλοῦνται νὰ προσέλθουν εἰς τὸ Δημαρχεῖον. <box>394 741 568 1031</box>
astel-bullet: Νὰ παράγωνται ἀπὸ ΝΩΠΟΥΣ καὶ ΥΓΙΕΙΣ ΚΑΡΠΟΥΣ καὶ ἐξ ὡρισμένων ποικιλιῶν. <box>606 1002 916 1025</box>
ship-name: «ΗΛΙΟΥΠΟΛΙΣ» <box>60 1040 159 1055</box>
stock-table <box>677 497 947 662</box>
prophecies-sign: Δ. ΡΩΜΑΣ <box>1011 1105 1058 1115</box>
stock-cell <box>737 607 797 618</box>
price-row <box>1122 1305 1553 1319</box>
price-value: 16.000 <box>1499 1422 1553 1437</box>
stock-cell <box>737 639 797 650</box>
price-row <box>1122 1483 1553 1498</box>
stock-cell: Βιοκ. <box>797 618 886 628</box>
price-item: Ταΐνια Εὐρωπαϊκά <box>1122 1290 1441 1305</box>
price-item: Τουαλέτες Μεταξωτὰ Κορσὰ <box>1122 1349 1441 1364</box>
nomikos-line1: ΑΠΟ ΤΗΣ ΠΡΟΣΕΧΟΥΣ ΕΒΔΟΜΑΔΟΣ <box>118 1509 292 1520</box>
price-row <box>1122 1691 1553 1706</box>
fridge-ad-line5: ΠΑΝΕΠΙΣΤΗΜΙΟΥ 71 <box>436 1139 526 1150</box>
stock-cell: Λαναρ. <box>797 607 886 618</box>
memoir-author-role: Πρωθυπουργού τῶν Ἰνδιῶν καὶ σοσιαλιστοῦ ἡγέτου <box>61 49 349 62</box>
price-item: Ὑποκ. Μεταξωτά Ναθαναὴλ Καθαριστά <box>1122 1662 1441 1676</box>
small-ad-doctor <box>394 1204 568 1224</box>
stock-cell: 24.000 <box>739 565 768 573</box>
stock-cell: Σ.Α. <box>680 554 700 563</box>
astel-bullet: Νὰ παράγωνται μόνον ΥΠΟ ΕΙΔΙΚΩΝ ΕΡΓΟΣΤΑΣΙΩΝ ΕΦΩΔΙΑΣΜΕΝΩΝ ΔΙΑ ΤΩΝ ΑΠΑΡΑΙΤΗΤΩΝ ΕΓΚΑΤΑΣΤΑΣΕΩΝ ΜΗΧΑΝΗΜΑΤΩΝ ΚΑΙ ΣΚΕΥΩΝ. <box>606 1077 925 1114</box>
stock-row <box>678 574 947 585</box>
price-value: 16.000 <box>1499 1498 1553 1513</box>
odisi-headline: ΕΚΠΟΙΗΣΙΣ ΖΑΚΧΑΡΕΩΣ-ΟΡΥΖΗΣ ΚΛΠ. <box>613 1294 907 1344</box>
price-value: 3.600 <box>1499 1261 1553 1275</box>
fthonia-line1: Ἡ ἀγαπημένη τοῦ ΛΑΟΥ <box>1146 29 1530 66</box>
stock-row <box>678 628 947 639</box>
small-ad-name: Κ. ΠΑΝΑΓΙΩΤΟΥ <box>428 1241 534 1256</box>
price-item: Μαρσεγιὲ ἀεράτο-βαμβάκι Μεταξωτὰ <box>1122 1408 1441 1422</box>
column-houvardas-ad <box>1122 29 1553 2315</box>
price-value: 14.000 <box>1499 1364 1553 1378</box>
price-value: 32.000 <box>1441 1498 1499 1513</box>
stock-cell: 26.500 <box>739 532 768 541</box>
price-value: 13.000 <box>1499 1334 1553 1349</box>
small-ad-misc: Κάθε πιστοποιητικὸν καὶ πληροφορίαν δύνασθε νὰ λάβετε εἰς τὰ Γραφεῖα μας. <box>763 1422 947 1467</box>
odisi-ad: ΟΔΙΣΥ ΘΕΣΣΑΛΟΝΙΚΗΣ (Τηλ. 70672) (Μέγαρον Παλαιοδιοικητηρίου) ΕΚΠΟΙΗΣΙΣ ΖΑΚΧΑΡΕΩΣ-ΟΡΥΖΗΣ ΚΛΠ. Τὴν 9ην Ἰουλίου 1952 ἡμέραν ΤΕΤΑΡΤΗΝ καὶ ὥραν 11ην π.μ. θὰ διενεργηθῇ εἰς τὰ Γραφεῖα τοῦ ΟΔΙΣΥ Θεσσαλονίκης πλειοδοτικὸς διαγωνισμὸς διὰ τὴν ἐκποίησιν: 1) 38.000 ὀκάδες ζάκχαρις διὰ βιομηχανικὴν χρῆσιν. 2) 6.000 ὀκάδες ὀρύζης. 3) Διάφορα εἴδη ὀκάδων. <box>574 1254 947 1416</box>
memoir-installment: 250ν <box>189 158 220 171</box>
box-title: ΣΤΟΥ ΧΟΥΒΑΡΔΑ <box>1233 855 1446 884</box>
stock-cell <box>678 639 738 650</box>
dromologia-left-head: ΑΤΜΟΠΛΟΙΑ ΑΔΕΛΦ. ΤΥΠΑΛΔΟΥ <box>20 969 200 980</box>
price-item: Ταΐνια ἀνοιχτὰ ἀνεξίτηλα <box>1122 1261 1441 1275</box>
price-value: 45.000 <box>1441 1513 1499 1527</box>
addr-note: ΠΡΟΣΟΧΗ ΕΙΣ ΤΗΝ ΔΙΕΥΘΥΝΣΙΝ <box>1276 1851 1399 1860</box>
box-line: δὲν θὰ <box>1381 935 1424 950</box>
tameion-date: Ἀθῆναι τῇ 2α Ἰουλίου 1952. <box>972 1642 1098 1652</box>
price-item: Ὑποκάμισα Φρασιόλ <box>1122 1676 1441 1691</box>
price-row <box>1122 1393 1553 1408</box>
economy-subtitle: ΤΟ ΧΡΗΜΑΤΙΣΤΗΡΙΟΝ <box>683 466 838 480</box>
small-ad-doctor-2 <box>394 1227 568 1260</box>
air-ad-line3: μέρη τοῦ κόσμου. <box>118 1392 292 1416</box>
price-value: 32.000 <box>1441 1349 1499 1364</box>
price-item: Σατέν Μεταξωτὰ <box>1122 1364 1441 1378</box>
stock-cell: Διάφορ. <box>797 531 886 542</box>
persia-body: ΛΟΝΔΙΝΟΝ, 3. (Τῆς ἀνταπ.) — Ἀγγέλλεται ἐκ Τεχεράνης ὅτι ὁ Πρωθυπουργὸς τῆς Περσίας Δρ Μοσαντὲκ ὑπέβαλε τὴν παραίτησίν του εἰς τὸν Σάχην, μετὰ τὰς ἀντιδράσεις ποὺ ἐξεδηλώθησαν εἰς τὴν Βουλὴν διὰ τὴν ἀπάντησιν πρὸς τὴν Σοβιετικὴν κυβέρνησιν. Εἰς τὴν ρωσικὴν ἀπάντησιν τονίζεται ὅτι ἡ Περσία εἶναι ἐλευθέρα νὰ δεχθῇ ξένην βοήθειαν καὶ ὅτι ἡ ἀποδοχὴ τῆς ἀμερικανικῆς οἰκονομικῆς βοηθείας δὲν σημαίνει προσχώρησιν εἰς οἱονδήποτε στρατιωτικὸν συνασπισμόν. Ἡ Περσικὴ κυβέρνησις, ὡς ἀναφέρεται, ἀπεφάσισε νὰ ἀπαντήσῃ εἰς τὴν Σοβιετικὴν νόταν μὲ μετριοπάθειαν, ἀλλὰ καὶ μὲ σαφήνειαν, τονίζουσα τὴν ἀνεξαρτησίαν τῆς ἐξωτερικῆς της πολιτικῆς. ΝΕΑ ΥΟΡΚΗ, 3. (Τῆς ἀνταπ.) — Οἱ πολιτικοὶ κύκλοι τῆς Οὐασιγκτῶνος θεωροῦν ὅτι ἡ παραίτησις τοῦ Δρ Μοσαντὲκ θὰ εἶχε σοβαρὰς συνεπείας διὰ τὴν σταθερότητα τῆς Μέσης Ἀνατολῆς καὶ παρακολουθοῦν μετ' ἐνδιαφέροντος τὰς ἐξελίξεις. Ὁ Πρόεδρος Τρούμαν συνεκάλεσε σύσκεψιν μετὰ τοῦ Ὑπουργοῦ τῶν Ἐξωτερικῶν κ. Ἄτσεσον, κατὰ τὴν ὁποίαν ἐξητάσθη ἡ κατάστασις εἰς τὴν Περσίαν. <box>574 139 947 346</box>
price-row <box>1122 1437 1553 1452</box>
commerce-title: ΥΠΟΥΡΓΕΙΟΝ ΕΜΠΟΡΙΟΥ <box>394 746 568 761</box>
nomikos-name: ΠΕΤΡΟΣ Μ. ΝΟΜΙΚΟΣ <box>29 1455 341 1488</box>
memoir-author: ΠΑΝΤΙΤ ΓΙΑΒΑΧΑΡΛΑΛ ΝΕΧΡΟΥ <box>71 29 339 47</box>
stock-cell: Ἥρακλ. <box>797 585 886 596</box>
nomikos-ship: Δ/Π «ΜΙΑΟΥΛΗΣ» <box>91 1534 318 1563</box>
small-ad-derma <box>394 1169 568 1201</box>
housing-title: Η ΑΛΛΑΓΗ ΚΑΤΟΙΚΙΑΣ ΤΩΝ ΕΦΟΡΩΝ ΑΞΙΩΜΑΤΙΚΩΝ ΠΡΕΠΕΙ ΝΑ ΓΝΩΣΤΟΠΟΙΗΤΑΙ <box>953 526 1117 561</box>
price-value: 7.000 δρ. <box>1441 1261 1499 1275</box>
price-value: 52.000 <box>1441 1393 1499 1408</box>
memoir-body: Οἱ ἐνέξεις τῶν Ἰνδιῶν δὲν ἔχουν μεγάλη ἐντύπωσιν. Οἱ ἀυτοὶ καὶ οἱ ἐπαναστάται τοῦ ἐθνικοῦ κινήματος εἶναι ἀνθρωποι ἁπλοῖ καὶ εὐγενικοὶ, ποὺ ἀγωνίζονται διὰ τὴν ἐλευθερίαν τῆς πατρίδος των καὶ διὰ τὴν ἀνεξαρτησίαν τοῦ λαοῦ των. Τὸ ἐκκρεμὲς ἐξακολουθεῖ νὰ κινῆται ἀπὸ τὴν μίαν πλευρὰν εἰς τὴν ἄλλην, καὶ ἡ πολιτικὴ ζωὴ τῆς χώρας ἀλλάζει ἀπὸ ἡμέρας εἰς ἡμέραν. Ἡ κυβέρνησις ἐξεδήλωσε τὴν πρόθεσιν νὰ ἐπαναλάβῃ τὰς διαπραγματεύσεις, ἀλλὰ οἱ ἡγέται τοῦ κινήματος ἐζήτουν ἐγγυήσεις ὅτι αἱ ὑποσχέσεις θὰ ἐτηροῦντο. Ἡ ἐμπιστοσύνη εἶχε κλονισθῆ βαθύτατα ἀπὸ τὰ γεγονότα τῶν προηγουμένων ἐτῶν, καὶ οὐδεὶς ἐπίστευεν πλέον εἰς λόγους. Ταυτοχρόνως ἤρχισε νὰ γίνεται αἰσθητὴ μία νέα διάθεσις μεταξὺ τῶν νέων. Ἐζήτουν δράσιν καὶ ὄχι συζητήσεις, ἤθελον νὰ ἴδουν ἀποτελέσματα καὶ ὄχι ὑποσχέσεις. Ὁ Γκάντι ὅμως ἐπέμενε εἰς τὴν μέθοδον τῆς μὴ βίας, τὴν ὁποίαν ἐθεώρει ὡς τὴν μόνην ὀρθὴν ὁδὸν διὰ τὴν ἀπελευθέρωσιν τῆς χώρας. Η ΝΕΑ ΣΥΝΕΡΓΑΣΙΑ Ἀν ἤλπιζα κάποτε περισσότερα ἀπὸ τὴν συνεργασίαν, ἔβλεπα τώρα ὅτι ἡ θέσις μου ἦτο δύσκολος. Ἐπρεπε νὰ εὑρεθῇ τρόπος νὰ συνδυασθοῦν αἱ διαφορετικαὶ τάσεις τοῦ κινήματος εἰς μίαν κοινὴν προσπάθειαν. Αἱ συναντήσεις μας διήρκουν ὥρας ὁλοκλήρους καὶ συχνὰ κατέληγον εἰς μικρὰς μόνον συμφωνίας. Ὁ πατέρας μου παρηκολούθει μὲ ἀνησυχίαν τὴν ἐξέλιξιν. Ἐγνώριζε ὅτι ὁ δρόμος θὰ ἦτο μακρὺς καὶ δύσβατος, ἀλλὰ δὲν ἀπεθαρρύνετο. Τὸ 1921 εἶχεν ἀποφασίσει νὰ ἀφιερώσῃ ὁλόκληρον τὴν ζωήν του εἰς τὸν ἀγῶνα, ἐγκαταλείπων τὴν λαμπρὰν καριέραν του ὡς δικηγόρου. Ὅσον ἀφορᾶ ἐμὲ, ἐβεβαιούμην ὁσημέραι ὅτι ἡ ἐπιτυχία τοῦ κινήματος ἐξηρτᾶτο ἀπὸ τὴν ἑνότητα τῶν μαζῶν. Οἱ χωρικοὶ καὶ οἱ ἐργάται ἔπρεπε νὰ συμμετάσχουν ἐνεργῶς, διότι χωρὶς αὐτοὺς οὐδεμία ἀλλαγὴ ἦτο δυνατή. Ἀπεφάσισα λοιπὸν νὰ περιοδεύσω εἰς τὰ χωρία καὶ νὰ γνωρίσω ἀπὸ κοντὰ τὰ προβλήματά των. Τὸ καλοκαίρι τοῦ 1920 ἦτο ἡ πρώτη φορὰ ποὺ ἐπεσκέφθην τὰ χωριὰ τοῦ Αουντ. Ἐκεῖ εἶδα τὴν φοβερὰν ἀθλιότητα τῶν ἀγροτῶν, τὴν ἐκμετάλλευσίν των ἀπὸ τοὺς γαιοκτήμονας καὶ τὴν ἀπελπισίαν των. Ἡ εἰκὼν αὐτὴ μὲ συνεκλόνισε βαθύτατα καὶ ἄλλαξε τὴν ζωήν μου. (ΑΥΡΙΟΝ: Η συνέχεια) <box>20 174 390 587</box>
price-value: 45.000 <box>1441 1527 1499 1542</box>
economy-header <box>574 427 947 494</box>
tameion-sign1: Ὁ Πρόεδρος <box>1007 1652 1062 1662</box>
dromologia-right-head: ΑΤΜΟΠΛΟΙΑ ΥΙΩΝ Γ. ΣΙΓΑΛΑ <box>211 969 391 980</box>
price-item: Παντελόνια Δλλανδία Καλοκαίρινα <box>1122 1632 1441 1647</box>
stock-cell: Ἀτ. 8% <box>680 586 709 595</box>
small-ad-title: ΑΦΡΟΔΙΣΙΟΛΟΓΟΣ ΙΑΤΡΟΣ <box>410 1230 553 1242</box>
small-ad-name: ΑΛΕΞΗΣ ΤΣΑΚΙΡΗΣ <box>420 1182 542 1197</box>
price-row <box>1122 1261 1553 1275</box>
astel-sign: ΑΣΤΕΛ & ΣΙΑ <box>713 1224 808 1238</box>
fthonia-line3: Βασιλεύει στοῦ <box>1217 115 1458 152</box>
price-value: 24.000 <box>1441 1617 1499 1632</box>
astel-ad: ΓΝΩΣΤΟΠΟΙΗΣΙΣ ΤΗΣ ΒΙΟΜΗΧΑΝΙΑΣ ΦΥΣΙΚΩΝ ΧΥΜΩΝ ΑΣΤΕΛ Πρὸς προστασίαν τοῦ καταναλωτικοῦ κοινοῦ Τὸ ζήτημα τῆς γνησιότητος τῶν φυσικῶν χυμῶν ἐπιτρέπεσθαι διὰ τῆς ὑπ' ἀριθ. 125/1952 ἀποφάσεως τοῦ Ἀνωτάτου Χημικοῦ Συμβουλίου τοῦ Γενικοῦ Χημείου τοῦ Κράτους, κατὰ τὴν ὁποίαν πρέπει νὰ πληροῦν τοὺς ἑξῆς ὅρους: — Νὰ παράγωνται ἀπὸ ΝΩΠΟΥΣ καὶ ΥΓΙΕΙΣ ΚΑΡΠΟΥΣ καὶ ἐξ ὡρισμένων ποικιλιῶν. — Ὅτι εἰς τὴν ἐσωτερικὴν κατανάλωσιν προσφέρονται ἡ πολυάριθμοι ποικιλίαι φυσικῶν χυμῶν καὶ ΔΕΝ ΠΕΡΙΕΧΟΥΝ ΣΥΣΤΑΤΙΚΑ ΚΑΡΠΩΝ. — Νὰ παράγωνται μόνον ΥΠΟ ΕΙΔΙΚΩΝ ΕΡΓΟΣΤΑΣΙΩΝ ΕΦΩΔΙΑΣΜΕΝΩΝ ΔΙΑ ΤΩΝ ΑΠΑΡΑΙΤΗΤΩΝ ΕΓΚΑΤΑΣΤΑΣΕΩΝ ΜΗΧΑΝΗΜΑΤΩΝ ΚΑΙ ΣΚΕΥΩΝ. Ἡ Ἑταιρία ΑΣΤΕΛ ἐγγυᾶται ὅτι οἱ παρ' αὐτῆς παρασκευαζόμενοι χυμοὶ πληροῦν ἀπολύτως τοὺς ἀνωτέρω ὅρους ΓΝΗΣΙΟΤΗΤΟΣ τῆς ἀποφάσεως τοῦ Ἀνωτάτου Χημικοῦ Συμβουλίου. Ἐνδεικνυόμεθα τὴν φυσικότητα τῶν ΧΥΜΩΝ παραγωγῆς μας, ἡ ὁποία εἶναι ἡ περιεκτικότης εἰς καρποτεχνικὰ συστατικὰ καὶ ἡ γεῦσις των. Ἡ Ἑταιρία ΑΣΤΕΛ λόγῳ τοῦ ὑπὸ ταύτης πρώτη ἐπιτευχθέντος ἀπὸ τοῦ 1935 εἰς τὴν κατασκευὴν φυσικῶν χυμῶν, συνιστᾷ εἰς τὸ κοινὸν νὰ ζητῇ πάντοτε τὰ προϊόντα ΑΣΤΕΛ. ΑΣΤΕΛ & ΣΙΑ <box>574 748 947 1246</box>
stock-row <box>678 618 947 628</box>
price-value: 22.000 <box>1499 1393 1553 1408</box>
small-ad-title: ΑΦΡΟΔΙΣΙΑ ΝΟΣΗΜΑΤΑ ΑΝΙΚΑΝΟΤΗΣ <box>579 1425 753 1436</box>
box-line: τὸ θρόνο της ἔχει στηθεῖ <box>1252 1070 1427 1086</box>
price-row <box>1122 1527 1553 1542</box>
prophecies-title: ΠΡΟΦΗΤΕΙΕΣ Α' <box>979 934 1091 949</box>
fridge-ad-line1: ΨΥΓΕΙΑ <box>433 1042 529 1070</box>
